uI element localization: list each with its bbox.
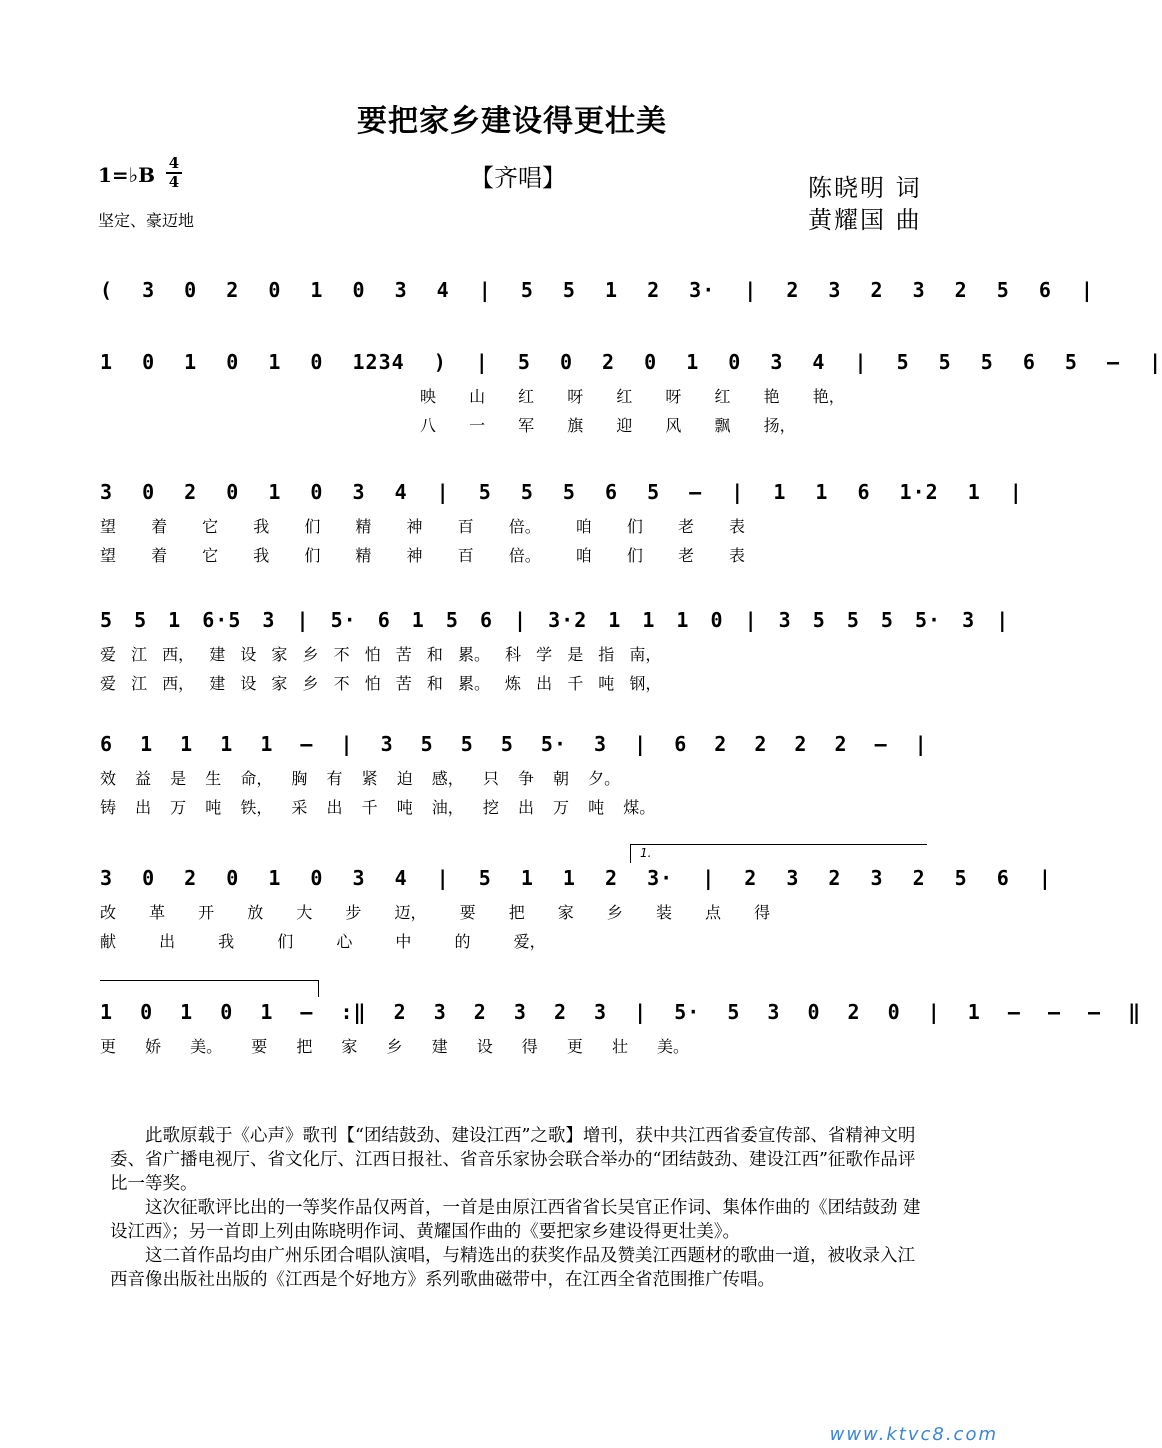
ending-bracket (100, 980, 319, 997)
volta-label: 1. (640, 846, 652, 860)
row6-lyrics-1: 改 革 开 放 大 步 迈， 要 把 家 乡 装 点 得 (100, 903, 771, 922)
row4-lyrics-2: 爱 江 西， 建 设 家 乡 不 怕 苦 和 累。 炼 出 千 吨 钢， (100, 674, 662, 693)
row6-lyrics-2: 献 出 我 们 心 中 的 爱， (100, 932, 546, 951)
score-row-1 (100, 278, 1094, 302)
key-signature: 1=♭B (98, 163, 156, 187)
row7-lyrics-1: 更 娇 美。 要 把 家 乡 建 设 得 更 壮 美。 (100, 1037, 690, 1056)
time-bottom: 4 (168, 173, 180, 191)
row5-lyrics-2: 铸 出 万 吨 铁， 采 出 千 吨 油， 挖 出 万 吨 煤。 (100, 798, 656, 817)
row7-notes: 1 0 1 0 1 – :‖ 2 3 2 3 2 3 | 5· 5 3 0 2 0 | 1 – – – ‖ (100, 1000, 1142, 1024)
score-row-2 (100, 350, 1162, 436)
row2-lyrics-1: 映 山 红 呀 红 呀 红 艳 艳， (420, 387, 845, 406)
score-row-5 (100, 732, 930, 818)
score-row-7 (100, 1000, 1142, 1057)
tempo-mood: 坚定、豪迈地 (98, 211, 195, 230)
score-row-4 (100, 608, 1010, 694)
row1-notes: ( 3 0 2 0 1 0 3 4 | 5 5 1 2 3· | 2 3 2 3 2 5 6 | (100, 278, 1094, 302)
notes-section (110, 1124, 930, 1292)
composer: 黄耀国 曲 (808, 206, 922, 234)
score-row-3 (100, 480, 1023, 566)
row2-notes: 1 0 1 0 1 0 1234 ) | 5 0 2 0 1 0 3 4 | 5 5 5 6 5 – | (100, 350, 1162, 374)
row6-notes: 3 0 2 0 1 0 3 4 | 5 1 1 2 3· | 2 3 2 3 2 5 6 | (100, 866, 1052, 890)
note-paragraph-2: 这次征歌评比出的一等奖作品仅两首，一首是由原江西省省长吴官正作词、集体作曲的《团结鼓劲 建设江西》；另一首即上列由陈晓明作词、黄耀国作曲的《要把家乡建设得更壮美》。 (110, 1198, 921, 1242)
note-paragraph-3: 这二首作品均由广州乐团合唱队演唱，与精选出的获奖作品及赞美江西题材的歌曲一道，被收录入江西音像出版社出版的《江西是个好地方》系列歌曲磁带中，在江西全省范围推广传唱。 (110, 1246, 915, 1290)
score-row-6 (100, 846, 1052, 952)
row2-lyrics-2: 八 一 军 旗 迎 风 飘 扬， (420, 416, 796, 435)
lyricist: 陈晓明 词 (808, 174, 922, 202)
row4-notes: 5 5 1 6·5 3 | 5· 6 1 5 6 | 3·2 1 1 1 0 | 3 5 5 5 5· 3 | (100, 608, 1010, 632)
time-top: 4 (168, 154, 180, 172)
row3-lyrics-2: 望 着 它 我 们 精 神 百 倍。 咱 们 老 表 (100, 546, 746, 565)
row4-lyrics-1: 爱 江 西， 建 设 家 乡 不 怕 苦 和 累。 科 学 是 指 南， (100, 645, 662, 664)
song-title: 要把家乡建设得更壮美 (357, 104, 667, 139)
row5-lyrics-1: 效 益 是 生 命， 胸 有 紧 迫 感， 只 争 朝 夕。 (100, 769, 621, 788)
watermark: www.ktvc8.com (829, 1424, 998, 1445)
row3-notes: 3 0 2 0 1 0 3 4 | 5 5 5 6 5 – | 1 1 6 1·2 1 | (100, 480, 1023, 504)
performance-style: 【齐唱】 (470, 164, 566, 192)
row3-lyrics-1: 望 着 它 我 们 精 神 百 倍。 咱 们 老 表 (100, 517, 746, 536)
note-paragraph-1: 此歌原载于《心声》歌刊【“团结鼓劲、建设江西”之歌】增刊，获中共江西省委宣传部、省精神文明委、省广播电视厅、省文化厅、江西日报社、省音乐家协会联合举办的“团结鼓劲、建设江西”征歌作品评比一等奖。 (110, 1126, 916, 1194)
row5-notes: 6 1 1 1 1 – | 3 5 5 5 5· 3 | 6 2 2 2 2 – | (100, 732, 928, 756)
volta-bracket (630, 844, 927, 863)
